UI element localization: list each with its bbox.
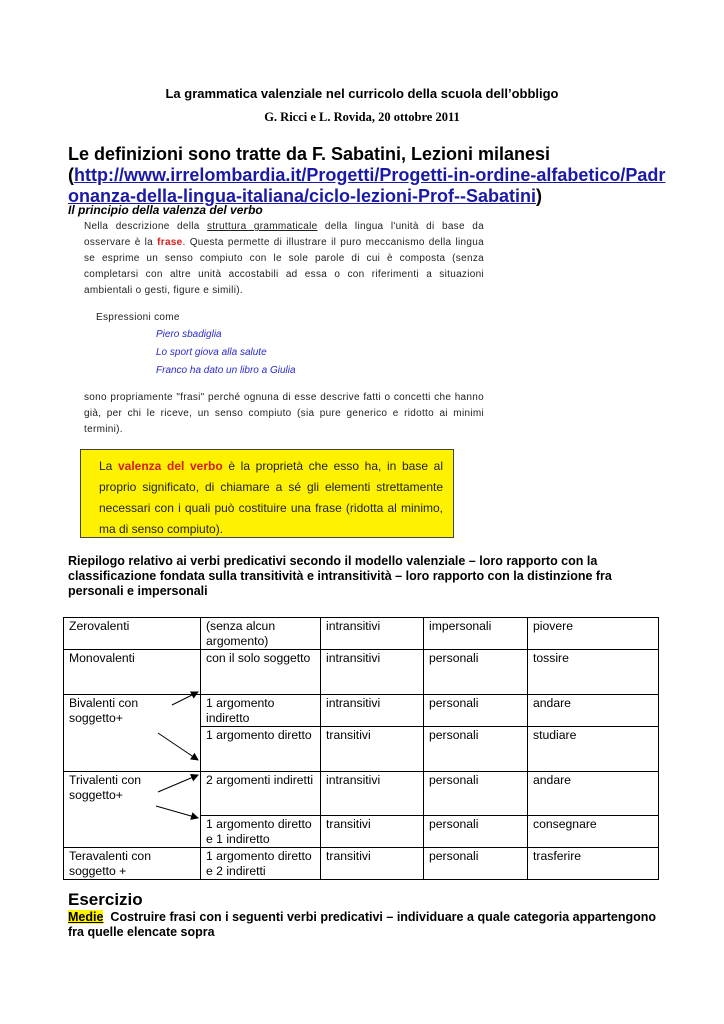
table-cell: con il solo soggetto bbox=[201, 650, 321, 695]
table-cell: intransitivi bbox=[321, 650, 424, 695]
table-cell: Teravalenti con soggetto + bbox=[64, 848, 201, 880]
table-cell: studiare bbox=[528, 727, 659, 772]
table-cell: impersonali bbox=[424, 618, 528, 650]
summary-paragraph: Riepilogo relativo ai verbi predicativi secondo il modello valenziale – loro rapporto con la classificazione fondata sulla transitività e intransitività – loro rapporto con la distinzione fra personali e impersonali bbox=[68, 554, 612, 598]
arrow-trivalenti-down bbox=[156, 806, 198, 818]
example-3: Franco ha dato un libro a Giulia bbox=[156, 365, 296, 376]
table-cell: tossire bbox=[528, 650, 659, 695]
table-cell: 1 argomento diretto e 2 indiretti bbox=[201, 848, 321, 880]
p1-text-c: della lingua l'unità di base da osservare è la bbox=[84, 221, 484, 248]
example-2: Lo sport giova alla salute bbox=[156, 347, 267, 358]
heading-close-paren: ) bbox=[536, 186, 543, 206]
table-cell-trivalenti: Trivalenti con soggetto+ bbox=[64, 772, 201, 848]
scan-paragraph-2: sono propriamente "frasi" perché ognuna di esse descrive fatti o concetti che hanno già, per chi le riceve, un senso compiuto (sia pure generico e ridotto ai minimi termini). bbox=[84, 392, 484, 435]
table-cell: Monovalenti bbox=[64, 650, 201, 695]
sabatini-link[interactable]: http://www.irrelombardia.it/Progetti/Progetti-in-ordine-alfabetico/Padronanza-della-lingua-italiana/ciclo-lezioni-Prof--Sabatini bbox=[68, 165, 666, 206]
table-cell: personali bbox=[424, 772, 528, 816]
document-authors: G. Ricci e L. Rovida, 20 ottobre 2011 bbox=[264, 110, 460, 124]
subheading: Il principio della valenza del verbo bbox=[68, 203, 263, 217]
table-cell: personali bbox=[424, 816, 528, 848]
table-cell: personali bbox=[424, 727, 528, 772]
table-cell: piovere bbox=[528, 618, 659, 650]
document-title: La grammatica valenziale nel curricolo della scuola dell’obbligo bbox=[165, 86, 559, 101]
table-cell: personali bbox=[424, 695, 528, 727]
p1-text-a: Nella descrizione della bbox=[84, 221, 208, 232]
table-cell: personali bbox=[424, 848, 528, 880]
p1-underlined: struttura grammaticale bbox=[207, 221, 318, 232]
table-cell: 1 argomento indiretto bbox=[201, 695, 321, 727]
table-cell: intransitivi bbox=[321, 772, 424, 816]
heading-open-paren: ( bbox=[68, 165, 74, 185]
table-cell: Zerovalenti bbox=[64, 618, 201, 650]
box-text-c: è la proprietà che esso ha, in base al proprio significato, di chiamare a sé gli elementi strettamente necessari con i quali può costituire una frase (ridotta al minimo, ma di senso compiuto). bbox=[99, 459, 443, 536]
expressions-intro: Espressioni come bbox=[96, 312, 180, 323]
table-cell: 2 argomenti indiretti bbox=[201, 772, 321, 816]
table-cell: trasferire bbox=[528, 848, 659, 880]
p1-frase: frase bbox=[157, 237, 183, 248]
table-cell: transitivi bbox=[321, 848, 424, 880]
box-valenza: valenza del verbo bbox=[118, 459, 223, 473]
arrow-bivalenti-up bbox=[172, 692, 198, 705]
arrow-bivalenti-down bbox=[158, 733, 198, 760]
table-cell: 1 argomento diretto bbox=[201, 727, 321, 772]
table-cell: andare bbox=[528, 695, 659, 727]
table-cell: consegnare bbox=[528, 816, 659, 848]
exercise-title: Esercizio bbox=[68, 890, 143, 909]
table-cell: intransitivi bbox=[321, 618, 424, 650]
arrow-trivalenti-up bbox=[158, 775, 198, 792]
p1-text-e: . Questa permette di illustrare il puro meccanismo della lingua se esprime un senso compiuto con le sole parole di cui è composta (senza completarsi con altre unità accostabili ad essa o con riferimenti a situazioni ambientali o gesti, figure e simili). bbox=[84, 237, 484, 296]
table-cell: transitivi bbox=[321, 816, 424, 848]
exercise-task bbox=[68, 910, 660, 940]
table-cell: transitivi bbox=[321, 727, 424, 772]
exercise-text: Costruire frasi con i seguenti verbi predicativi – individuare a quale categoria appartengono fra quelle elencate sopra bbox=[68, 910, 660, 939]
table-cell: andare bbox=[528, 772, 659, 816]
table-cell: (senza alcun argomento) bbox=[201, 618, 321, 650]
heading-prefix: Le definizioni sono tratte da F. Sabatini, Lezioni milanesi bbox=[68, 144, 551, 164]
table-cell: 1 argomento diretto e 1 indiretto bbox=[201, 816, 321, 848]
example-1: Piero sbadiglia bbox=[156, 329, 222, 340]
table-cell: personali bbox=[424, 650, 528, 695]
medie-label: Medie bbox=[68, 910, 104, 924]
table-cell-bivalenti: Bivalenti con soggetto+ bbox=[64, 695, 201, 772]
box-text-a: La bbox=[99, 459, 118, 473]
table-cell: intransitivi bbox=[321, 695, 424, 727]
